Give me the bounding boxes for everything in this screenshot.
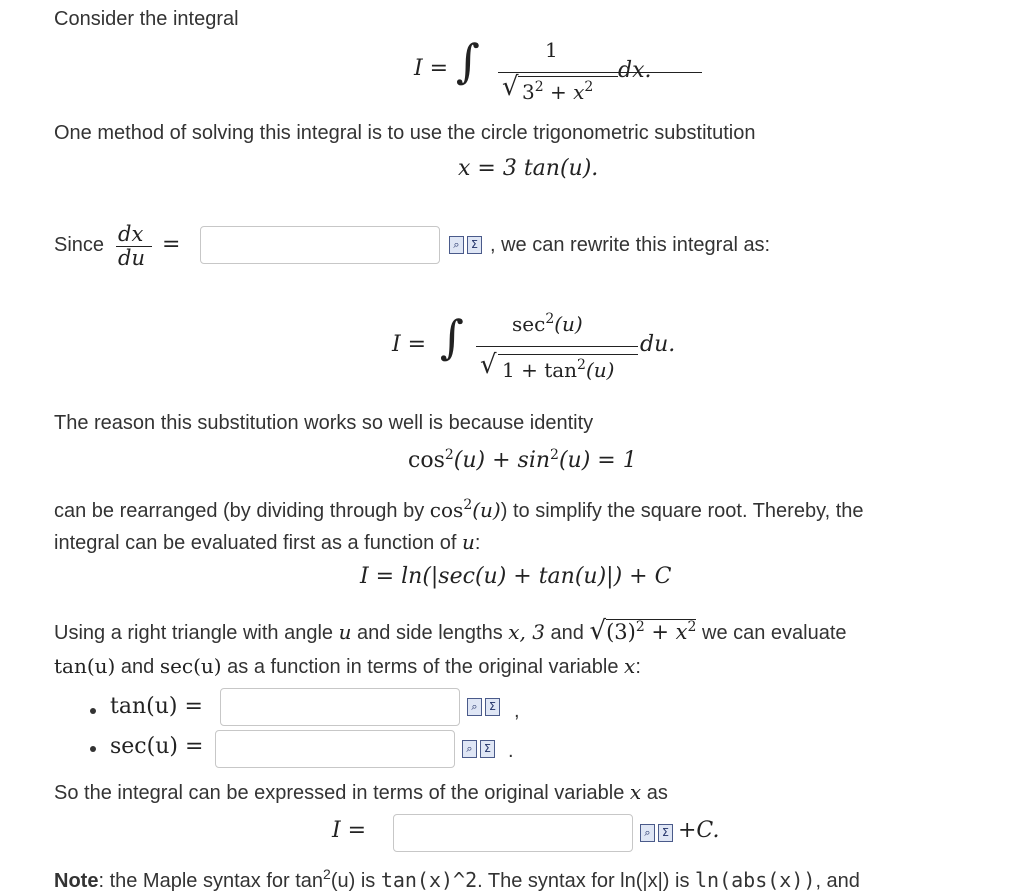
bullet xyxy=(90,708,96,714)
method-text: One method of solving this integral is to use the circle trigonometric substitution xyxy=(54,122,756,144)
integral-2-du: du. xyxy=(640,332,676,357)
intro-text: Consider the integral xyxy=(54,8,239,30)
sqrt-bar xyxy=(498,354,638,355)
final-answer-input[interactable] xyxy=(393,814,633,852)
note-text: Note: the Maple syntax for $\tan^2(u)$ is tan(x)^2. The syntax for ln(|x|) is ln(abs(x)), and xyxy=(54,866,860,892)
equation-editor-icon[interactable]: Σ xyxy=(658,824,673,842)
preview-icon[interactable]: ⌕ xyxy=(449,236,464,254)
equation-editor-icon[interactable]: Σ xyxy=(480,740,495,758)
result-eq: I = ln(|sec(u) + tan(u)|) + C xyxy=(360,564,672,589)
du-denominator: du xyxy=(118,246,145,270)
fraction-bar xyxy=(476,346,638,347)
preview-icon[interactable]: ⌕ xyxy=(462,740,477,758)
preview-icon[interactable]: ⌕ xyxy=(640,824,655,842)
substitution-eq: x = 3 tan(u). xyxy=(458,156,599,181)
integral-1-dx: dx. xyxy=(618,58,652,83)
bullet xyxy=(90,746,96,752)
since-label: Since xyxy=(54,234,105,256)
rewrite-text: , we can rewrite this integral as: xyxy=(490,234,771,256)
sec-label: sec(u) = xyxy=(110,734,204,759)
integral-2-lhs: I = xyxy=(392,332,427,357)
integral-1-lhs: I = xyxy=(414,56,449,81)
dx-du-tools xyxy=(449,236,482,254)
final-rhs: +C. xyxy=(678,818,720,843)
final-text: So the integral can be expressed in terms of the original variable x as xyxy=(54,780,668,804)
preview-icon[interactable]: ⌕ xyxy=(467,698,482,716)
rearranged-text: can be rearranged (by dividing through by $\cos^2(u)$) to simplify the square root. Thereby, the xyxy=(54,497,864,522)
sec-after: . xyxy=(508,740,514,762)
sqrt-symbol: √ xyxy=(502,72,519,102)
integral-sign: ∫ xyxy=(456,34,480,88)
integral-2-denominator: $1 + \tan^2(u)$ xyxy=(502,357,615,382)
reason-text: The reason this substitution works so well is because identity xyxy=(54,412,594,434)
dx-du-answer-input[interactable] xyxy=(200,226,440,264)
integral-1-denominator: $3^2 + x^2$ xyxy=(522,79,594,104)
integral-2-numerator: $\sec^2(u)$ xyxy=(512,311,583,336)
fraction-bar xyxy=(498,72,702,73)
sec-tools xyxy=(462,740,495,758)
equals-sign: = xyxy=(162,232,181,257)
equation-editor-icon[interactable]: Σ xyxy=(467,236,482,254)
integral-line-text: integral can be evaluated first as a function of u: xyxy=(54,530,481,554)
integral-1-numerator: 1 xyxy=(545,38,558,62)
integral-sign: ∫ xyxy=(440,310,464,364)
tan-label: tan(u) = xyxy=(110,694,203,719)
final-tools xyxy=(640,824,673,842)
final-lhs: I = xyxy=(332,818,367,843)
triangle-text: Using a right triangle with angle u and side lengths x, 3 and $√(3)^2 + x^2$ we can evaluate xyxy=(54,616,847,646)
tan-tools xyxy=(467,698,500,716)
sec-answer-input[interactable] xyxy=(215,730,455,768)
dx-numerator: dx xyxy=(118,222,144,246)
tan-answer-input[interactable] xyxy=(220,688,460,726)
terms-text: tan(u) and sec(u) as a function in terms of the original variable x: xyxy=(54,654,641,678)
sqrt-symbol: √ xyxy=(480,350,497,380)
tan-after: , xyxy=(514,700,520,722)
sqrt-bar xyxy=(518,76,618,77)
identity-eq: $\cos^2(u) + \sin^2(u) = 1$ xyxy=(408,447,637,473)
equation-editor-icon[interactable]: Σ xyxy=(485,698,500,716)
